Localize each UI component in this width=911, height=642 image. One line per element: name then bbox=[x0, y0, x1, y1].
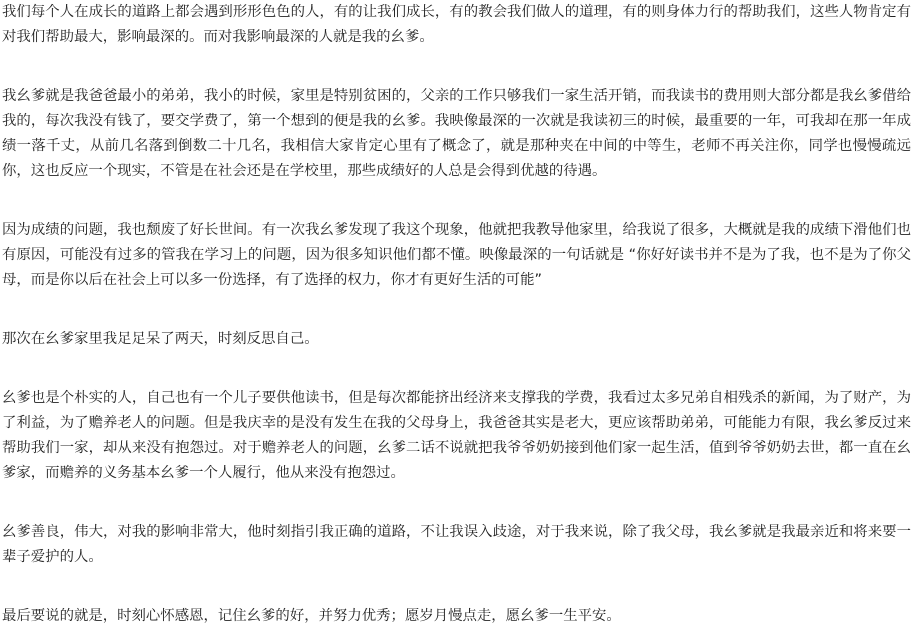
paragraph-5: 幺爹也是个朴实的人，自己也有一个儿子要供他读书，但是每次都能挤出经济来支撑我的学费，我看过太多兄弟自相残杀的新闻，为了财产，为了利益，为了赡养老人的问题。但是我庆幸的是没有发生在我的父母身上，我爸爸其实是老大，更应该帮助弟弟，可能能力有限，我幺爹反过来帮助我们一家，却从来没有抱怨过。对于赡养老人的问题，幺爹二话不说就把我爷爷奶奶接到他们家一起生活，值到爷爷奶奶去世，都一直在幺爹家，而赡养的义务基本幺爹一个人履行，他从来没有抱怨过。 bbox=[2, 390, 911, 481]
paragraph-4: 那次在幺爹家里我足足呆了两天，时刻反思自己。 bbox=[2, 331, 319, 347]
paragraph-6: 幺爹善良，伟大，对我的影响非常大，他时刻指引我正确的道路，不让我误入歧途，对于我来说，除了我父母，我幺爹就是我最亲近和将来要一辈子爱护的人。 bbox=[2, 524, 911, 565]
paragraph-3: 因为成绩的问题，我也颓废了好长世间。有一次我幺爹发现了我这个现象，他就把我教导他家里，给我说了很多，大概就是我的成绩下滑他们也有原因，可能没有过多的管我在学习上的问题，因为很多知识他们都不懂。映像最深的一句话就是 “你好好读书并不是为了我，也不是为了你父母，而是你以后在社会上可以多一份选择，有了选择的权力，你才有更好生活的可能” bbox=[2, 222, 911, 288]
paragraph-1: 我们每个人在成长的道路上都会遇到形形色色的人，有的让我们成长，有的教会我们做人的道理，有的则身体力行的帮助我们，这些人物肯定有对我们帮助最大，影响最深的。而对我影响最深的人就是我的幺爹。 bbox=[2, 4, 911, 45]
paragraph-7: 最后要说的就是，时刻心怀感恩，记住幺爹的好，并努力优秀；愿岁月慢点走，愿幺爹一生平安。 bbox=[2, 608, 621, 624]
paragraph-2: 我幺爹就是我爸爸最小的弟弟，我小的时候，家里是特别贫困的，父亲的工作只够我们一家生活开销，而我读书的费用则大部分都是我幺爹借给我的，每次我没有钱了，要交学费了，第一个想到的便是我的幺爹。我映像最深的一次就是我读初三的时候，最重要的一年，可我却在那一年成绩一落千丈，从前几名落到倒数二十几名，我相信大家肯定心里有了概念了，就是那种夹在中间的中等生，老师不再关注你，同学也慢慢疏远你，这也反应一个现实，不管是在社会还是在学校里，那些成绩好的人总是会得到优越的待遇。 bbox=[2, 88, 911, 179]
